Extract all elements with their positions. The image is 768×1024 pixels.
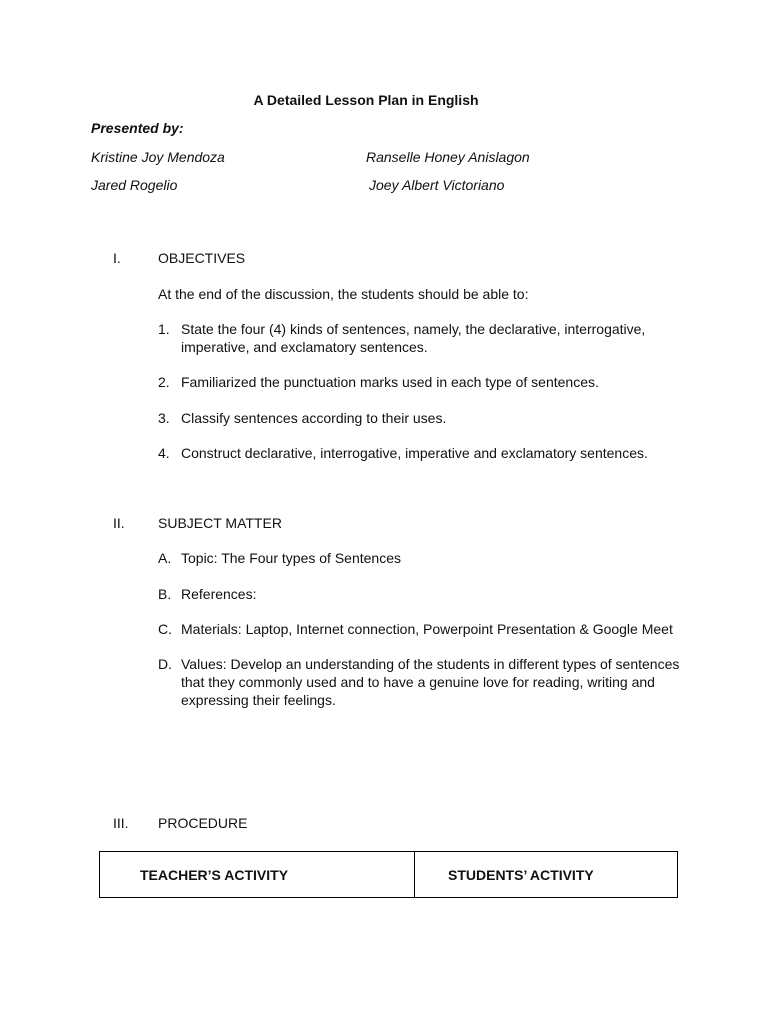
list-item-number: D. [158,656,172,672]
list-item-number: C. [158,621,172,637]
list-item-text: Classify sentences according to their uses. [181,410,447,426]
list-item-number: 3. [158,410,170,426]
list-item-text: imperative, and exclamatory sentences. [181,339,428,355]
author-name: Joey Albert Victoriano [369,177,505,193]
list-item-text: Familiarized the punctuation marks used in each type of sentences. [181,374,599,390]
list-item-number: 4. [158,445,170,461]
list-item-text: expressing their feelings. [181,692,336,708]
list-item-text: Construct declarative, interrogative, imperative and exclamatory sentences. [181,445,648,461]
list-item-text: that they commonly used and to have a genuine love for reading, writing and [181,674,655,690]
author-name: Ranselle Honey Anislagon [366,149,530,165]
presented-by-label: Presented by: [91,120,184,136]
list-item-number: 2. [158,374,170,390]
list-item-text: State the four (4) kinds of sentences, namely, the declarative, interrogative, [181,321,646,337]
objectives-intro: At the end of the discussion, the students should be able to: [158,286,529,302]
list-item-text: References: [181,586,257,602]
list-item-text: Topic: The Four types of Sentences [181,550,401,566]
section-numeral: I. [113,250,121,266]
section-heading-procedure: PROCEDURE [158,815,248,831]
list-item-text: Materials: Laptop, Internet connection, Powerpoint Presentation & Google Meet [181,621,673,637]
author-name: Kristine Joy Mendoza [91,149,225,165]
table-header-teacher-activity: TEACHER’S ACTIVITY [100,852,415,897]
section-numeral: III. [113,815,129,831]
list-item-number: A. [158,550,172,566]
section-heading-objectives: OBJECTIVES [158,250,246,266]
document-title: A Detailed Lesson Plan in English [253,92,479,108]
author-name: Jared Rogelio [91,177,178,193]
procedure-table [99,851,678,898]
list-item-number: 1. [158,321,170,337]
list-item-number: B. [158,586,172,602]
table-header-students-activity: STUDENTS’ ACTIVITY [448,866,594,883]
list-item-text: Values: Develop an understanding of the students in different types of sentences [181,656,680,672]
section-numeral: II. [113,515,125,531]
section-heading-subject-matter: SUBJECT MATTER [158,515,282,531]
